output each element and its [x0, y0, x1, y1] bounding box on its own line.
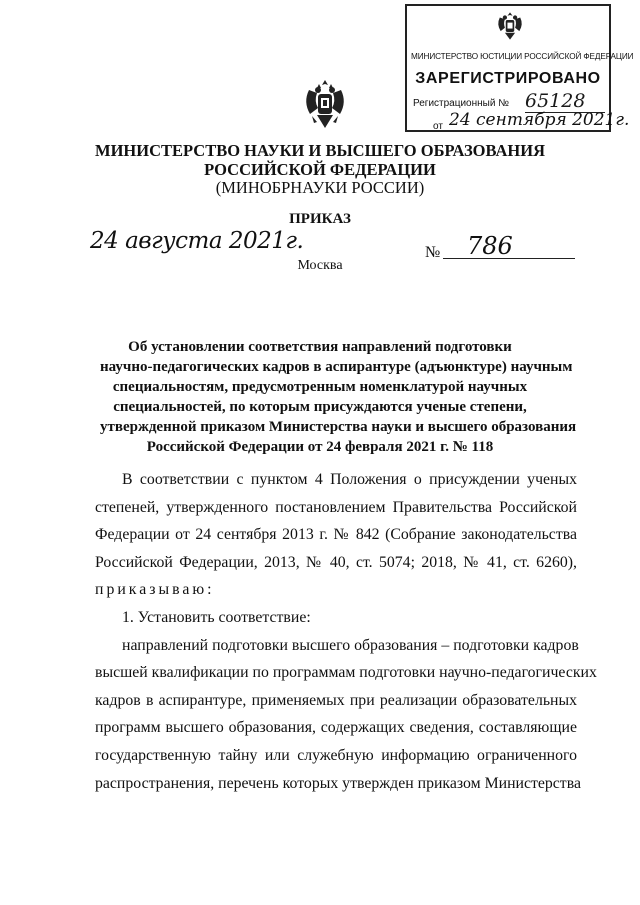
registration-stamp: [405, 4, 634, 132]
order-title: [100, 337, 577, 457]
document-type: ПРИКАЗ: [289, 211, 351, 227]
coat-of-arms-icon: [303, 78, 347, 130]
ministry-title: МИНИСТЕРСТВО НАУКИ И ВЫСШЕГО ОБРАЗОВАНИЯ: [95, 141, 545, 160]
order-number-label: №: [425, 244, 441, 261]
body-line: 1. Установить соответствие:: [122, 608, 311, 626]
order-number: 786: [443, 232, 575, 259]
state-emblem-icon: [493, 8, 527, 44]
stamp-date-prefix: от: [433, 121, 443, 132]
body-line: высшей квалификации по программам подготовки научно-педагогических: [95, 664, 597, 682]
body-line: распространения, перечень которых утвержден приказом Министерства: [95, 774, 581, 792]
body-line: кадров в аспирантуре, применяемых при реализации образовательных: [95, 691, 577, 709]
body-line: Российской Федерации, 2013, № 40, ст. 5074; 2018, № 41, ст. 6260),: [95, 553, 577, 571]
body-line: приказываю:: [95, 581, 215, 599]
order-date: 24 августа 2021г.: [90, 228, 304, 254]
body-line: Федерации от 24 сентября 2013 г. № 842 (Собрание законодательства: [95, 526, 577, 544]
stamp-reg-date: 24 сентября 2021г.: [449, 110, 630, 130]
federation-title: РОССИЙСКОЙ ФЕДЕРАЦИИ: [204, 160, 436, 179]
body-line: программ высшего образования, содержащих сведения, составляющие: [95, 719, 577, 737]
body-line: В соответствии с пунктом 4 Положения о присуждении ученых: [122, 471, 577, 488]
title-line: Об установлении соответствия направлений подготовки: [128, 339, 512, 355]
title-line: утвержденной приказом Министерства науки и высшего образования: [100, 419, 577, 435]
title-line: специальностям, предусмотренным номенклатурой научных: [112, 379, 528, 395]
order-body: [95, 466, 597, 797]
title-line: научно-педагогических кадров в аспирантуре (адъюнктуре) научным: [100, 359, 573, 375]
order-city: Москва: [297, 258, 343, 273]
title-line: специальностей, по которым присуждаются ученые степени,: [113, 399, 527, 415]
stamp-status: ЗАРЕГИСТРИРОВАНО: [415, 70, 601, 87]
title-line: Российской Федерации от 24 февраля 2021 г. № 118: [146, 439, 494, 455]
stamp-reg-number: 65128: [525, 90, 605, 113]
ministry-short-name: (МИНОБРНАУКИ РОССИИ): [215, 178, 425, 197]
body-line: государственную тайну или служебную информацию ограниченного: [95, 746, 577, 764]
body-line: степеней, утвержденного постановлением Правительства Российской: [95, 498, 577, 516]
stamp-reg-label: Регистрационный №: [413, 98, 509, 109]
stamp-ministry-name: МИНИСТЕРСТВО ЮСТИЦИИ РОССИЙСКОЙ ФЕДЕРАЦИИ: [411, 52, 634, 61]
body-line: направлений подготовки высшего образования – подготовки кадров: [122, 636, 579, 654]
